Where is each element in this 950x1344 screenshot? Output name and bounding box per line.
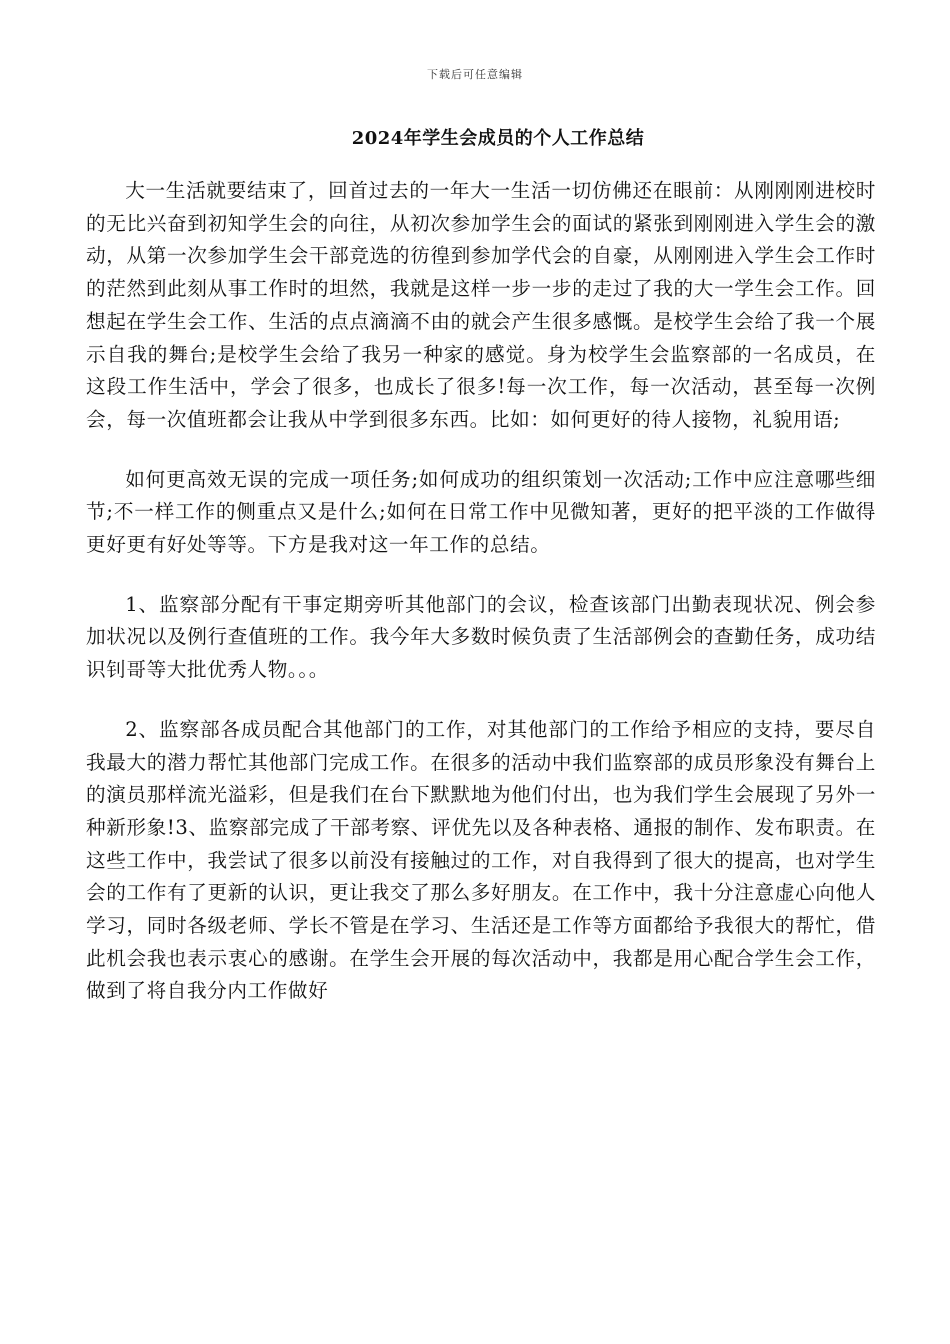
paragraph-item-2: 2、监察部各成员配合其他部门的工作，对其他部门的工作给予相应的支持，要尽自我最大的潜力帮忙其他部门完成工作。在很多的活动中我们监察部的成员形象没有舞台上的演员那样流光溢彩，但是我们在台下默默地为他们付出，也为我们学生会展现了另外一种新形象!3、监察部完成了干部考察、评优先以及各种表格、通报的制作、发布职责。在这些工作中，我尝试了很多以前没有接触过的工作，对自我得到了很大的提高，也对学生会的工作有了更新的认识，更让我交了那么多好朋友。在工作中，我十分注意虚心向他人学习，同时各级老师、学长不管是在学习、生活还是工作等方面都给予我很大的帮忙，借此机会我也表示衷心的感谢。在学生会开展的每次活动中，我都是用心配合学生会工作，做到了将自我分内工作做好 — [86, 717, 876, 1003]
document-title: 2024年学生会成员的个人工作总结 — [351, 128, 645, 149]
document-body — [86, 175, 876, 1035]
paragraph-intro: 大一生活就要结束了，回首过去的一年大一生活一切仿佛还在眼前：从刚刚刚进校时的无比兴奋到初知学生会的向往，从初次参加学生会的面试的紧张到刚刚进入学生会的激动，从第一次参加学生会干部竞选的彷徨到参加学代会的自豪，从刚刚进入学生会工作时的茫然到此刻从事工作时的坦然，我就是这样一步一步的走过了我的大一学生会工作。回想起在学生会工作、生活的点点滴滴不由的就会产生很多感慨。是校学生会给了我一个展示自我的舞台;是校学生会给了我另一种家的感觉。身为校学生会监察部的一名成员，在这段工作生活中，学会了很多，也成长了很多!每一次工作，每一次活动，甚至每一次例会，每一次值班都会让我从中学到很多东西。比如：如何更好的待人接物，礼貌用语; — [86, 179, 876, 431]
paragraph-item-1: 1、监察部分配有干事定期旁听其他部门的会议，检查该部门出勤表现状况、例会参加状况以及例行查值班的工作。我今年大多数时候负责了生活部例会的查勤任务，成功结识钊哥等大批优秀人物。。。 — [86, 592, 876, 682]
header-note: 下载后可任意编辑 — [427, 68, 523, 81]
paragraph-tasks: 如何更高效无误的完成一项任务;如何成功的组织策划一次活动;工作中应注意哪些细节;不一样工作的侧重点又是什么;如何在日常工作中见微知著，更好的把平淡的工作做得更好更有好处等等。下方是我对这一年工作的总结。 — [86, 467, 876, 557]
